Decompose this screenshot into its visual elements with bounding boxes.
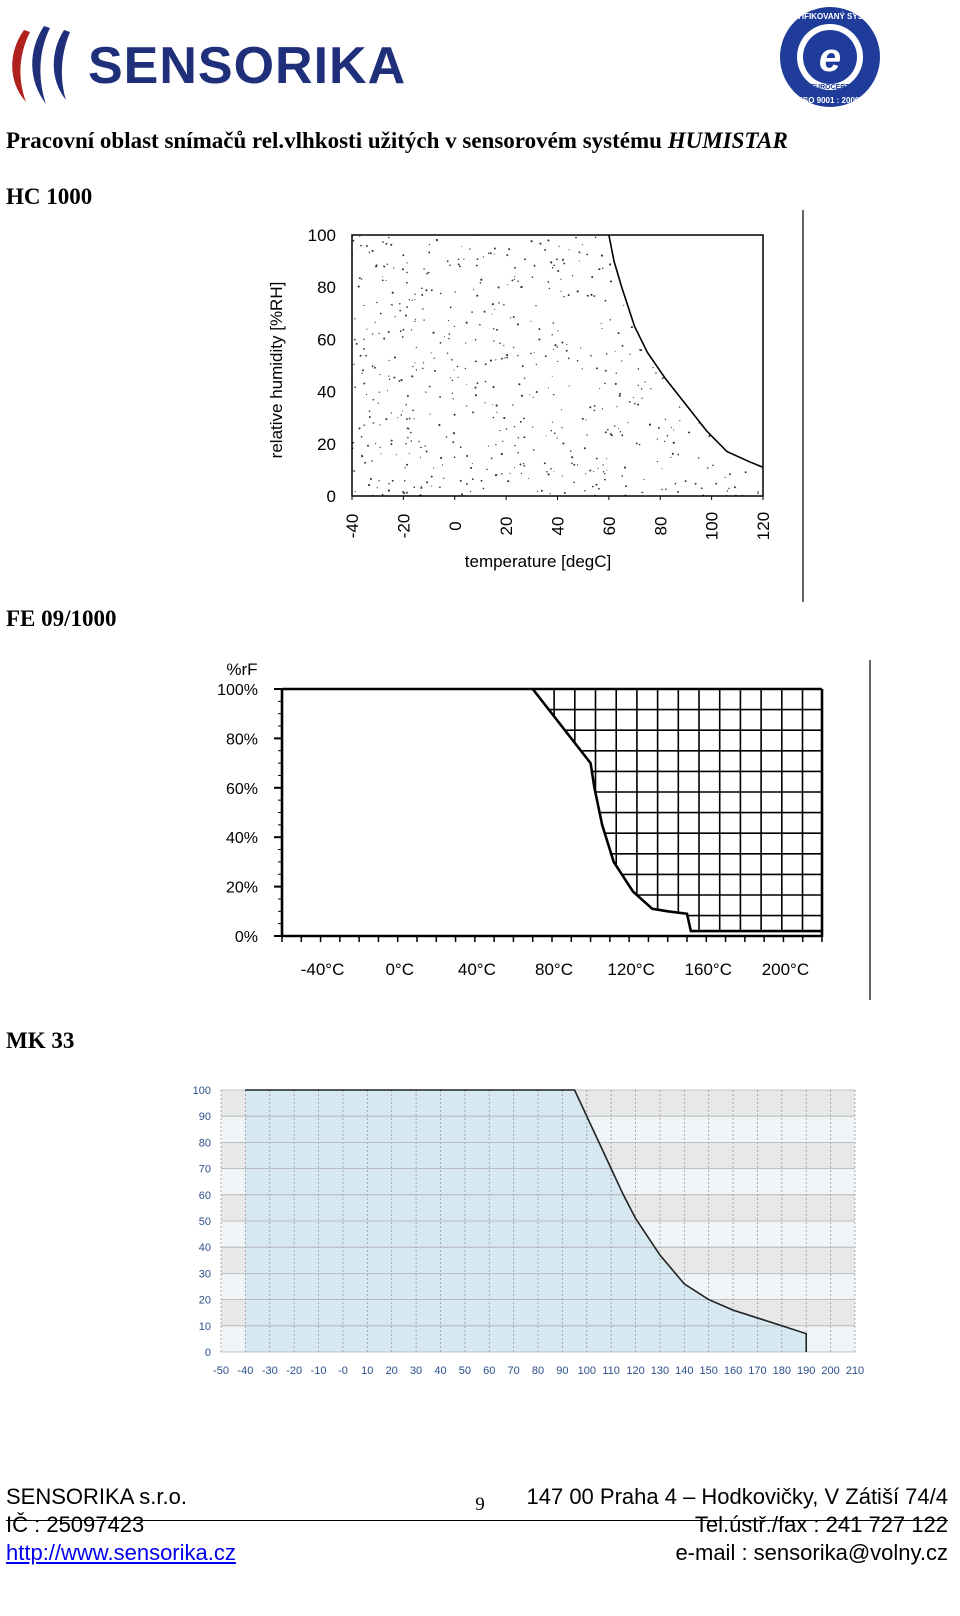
- x-tick-label: 200°C: [761, 960, 810, 979]
- x-tick-label: -10: [310, 1365, 327, 1377]
- x-tick-label: 200: [821, 1365, 840, 1377]
- svg-text:e: e: [818, 36, 842, 80]
- x-tick-label: -50: [213, 1365, 229, 1377]
- y-axis-unit-label: %rF: [226, 660, 258, 679]
- footer-address: 147 00 Praha 4 – Hodkovičky, V Zátiší 74/4: [526, 1484, 948, 1509]
- x-tick-label: 0°C: [385, 960, 414, 979]
- svg-text:ISO 9001 : 2000: ISO 9001 : 2000: [800, 96, 860, 105]
- x-tick-label: 80°C: [535, 960, 573, 979]
- fe091000-chart: [200, 655, 880, 1005]
- x-tick-label: 90: [556, 1365, 569, 1377]
- x-tick-label: 80: [651, 516, 671, 536]
- company-logo-text: SENSORIKA: [88, 37, 407, 95]
- section-label-fe091000: FE 09/1000: [6, 606, 117, 631]
- section-label-hc1000: HC 1000: [6, 184, 93, 209]
- x-tick-label: 20: [385, 1365, 398, 1377]
- x-tick-label: 50: [458, 1365, 471, 1377]
- x-tick-label: 80: [531, 1365, 545, 1377]
- x-tick-label: -20: [394, 513, 414, 539]
- sensorika-logo-icon: [4, 22, 84, 106]
- footer-email[interactable]: e-mail : sensorika@volny.cz: [675, 1540, 948, 1565]
- x-tick-label: 40: [548, 516, 568, 536]
- page-number: 9: [475, 1494, 485, 1515]
- x-tick-label: 180: [772, 1365, 792, 1377]
- y-tick-label: 60: [198, 1189, 211, 1202]
- x-tick-label: 130: [650, 1365, 670, 1377]
- x-tick-label: 60: [599, 516, 619, 536]
- x-tick-label: 160°C: [684, 960, 733, 979]
- svg-text:EUROCERT: EUROCERT: [810, 84, 850, 91]
- y-tick-label: 30: [198, 1268, 211, 1281]
- x-tick-label: -20: [286, 1365, 303, 1377]
- y-tick-label: 20: [198, 1294, 211, 1307]
- y-tick-label: 0%: [234, 929, 258, 946]
- x-tick-label: 20: [497, 516, 517, 536]
- eurocert-seal-icon: [778, 5, 882, 109]
- y-tick-label: 100: [307, 226, 336, 245]
- x-tick-label: 70: [507, 1365, 520, 1377]
- x-axis-label: temperature [degC]: [464, 552, 612, 571]
- x-tick-label: 110: [602, 1365, 620, 1377]
- footer-web-link[interactable]: http://www.sensorika.cz: [6, 1540, 236, 1565]
- y-axis-label: relative humidity [%RH]: [267, 281, 286, 459]
- y-tick-label: 80: [317, 278, 336, 298]
- x-tick-label: 40°C: [457, 960, 496, 979]
- x-tick-label: 190: [797, 1365, 816, 1377]
- x-tick-label: 30: [409, 1365, 423, 1377]
- x-tick-label: 170: [748, 1365, 767, 1377]
- y-tick-label: 70: [198, 1163, 211, 1176]
- x-tick-label: 0: [445, 521, 465, 531]
- x-tick-label: 100: [702, 511, 722, 541]
- y-tick-label: 60%: [225, 780, 258, 798]
- x-tick-label: 120°C: [607, 960, 655, 979]
- x-tick-label: -30: [261, 1365, 278, 1377]
- grid-area: [282, 689, 822, 936]
- y-tick-label: 40: [198, 1242, 211, 1255]
- plot-frame: [352, 235, 763, 496]
- x-tick-label: 60: [483, 1365, 496, 1377]
- x-tick-label: -40°C: [300, 960, 345, 979]
- y-tick-label: 0: [204, 1347, 211, 1359]
- x-tick-label: -0: [338, 1365, 348, 1377]
- x-tick-label: -40: [343, 513, 362, 539]
- svg-text:CERTIFIKOVANÝ SYSTÉM: CERTIFIKOVANÝ SYSTÉM: [780, 12, 880, 21]
- x-tick-label: 210: [845, 1365, 865, 1377]
- x-tick-label: 40: [434, 1365, 447, 1377]
- product-name: HUMISTAR: [667, 128, 788, 153]
- y-tick-label: 40: [317, 382, 336, 402]
- y-tick-label: 60: [317, 330, 336, 350]
- y-tick-label: 50: [198, 1216, 211, 1228]
- y-tick-label: 0: [326, 487, 336, 506]
- x-tick-label: 10: [361, 1365, 374, 1377]
- y-tick-label: 20: [317, 434, 336, 454]
- y-tick-label: 80: [198, 1137, 211, 1150]
- y-tick-label: 10: [198, 1320, 211, 1333]
- hc1000-chart: [250, 205, 820, 605]
- section-label-mk33: MK 33: [6, 1028, 75, 1053]
- y-tick-label: 20%: [225, 879, 258, 897]
- working-area-boundary: [609, 235, 763, 467]
- mk33-chart: [185, 1080, 875, 1380]
- x-tick-label: 160: [723, 1365, 743, 1377]
- footer-company: SENSORIKA s.r.o.: [6, 1484, 187, 1509]
- x-tick-label: 140: [675, 1365, 694, 1377]
- y-tick-label: 80%: [225, 731, 258, 749]
- x-tick-label: 150: [699, 1365, 718, 1377]
- x-tick-label: 120: [626, 1365, 645, 1377]
- y-tick-label: 90: [198, 1111, 211, 1124]
- x-tick-label: 120: [754, 511, 773, 541]
- x-tick-label: -40: [237, 1365, 254, 1377]
- y-tick-label: 100%: [217, 682, 258, 699]
- footer-tel: Tel.ústř./fax : 241 727 122: [694, 1512, 948, 1537]
- y-tick-label: 100: [192, 1085, 211, 1097]
- y-tick-label: 40%: [225, 830, 258, 848]
- stipple-area: [351, 235, 760, 497]
- footer-ic: IČ : 25097423: [6, 1512, 145, 1537]
- page-title: Pracovní oblast snímačů rel.vlhkosti užitých v sensorovém systému HUMISTAR: [6, 128, 788, 153]
- x-tick-label: 100: [577, 1365, 596, 1377]
